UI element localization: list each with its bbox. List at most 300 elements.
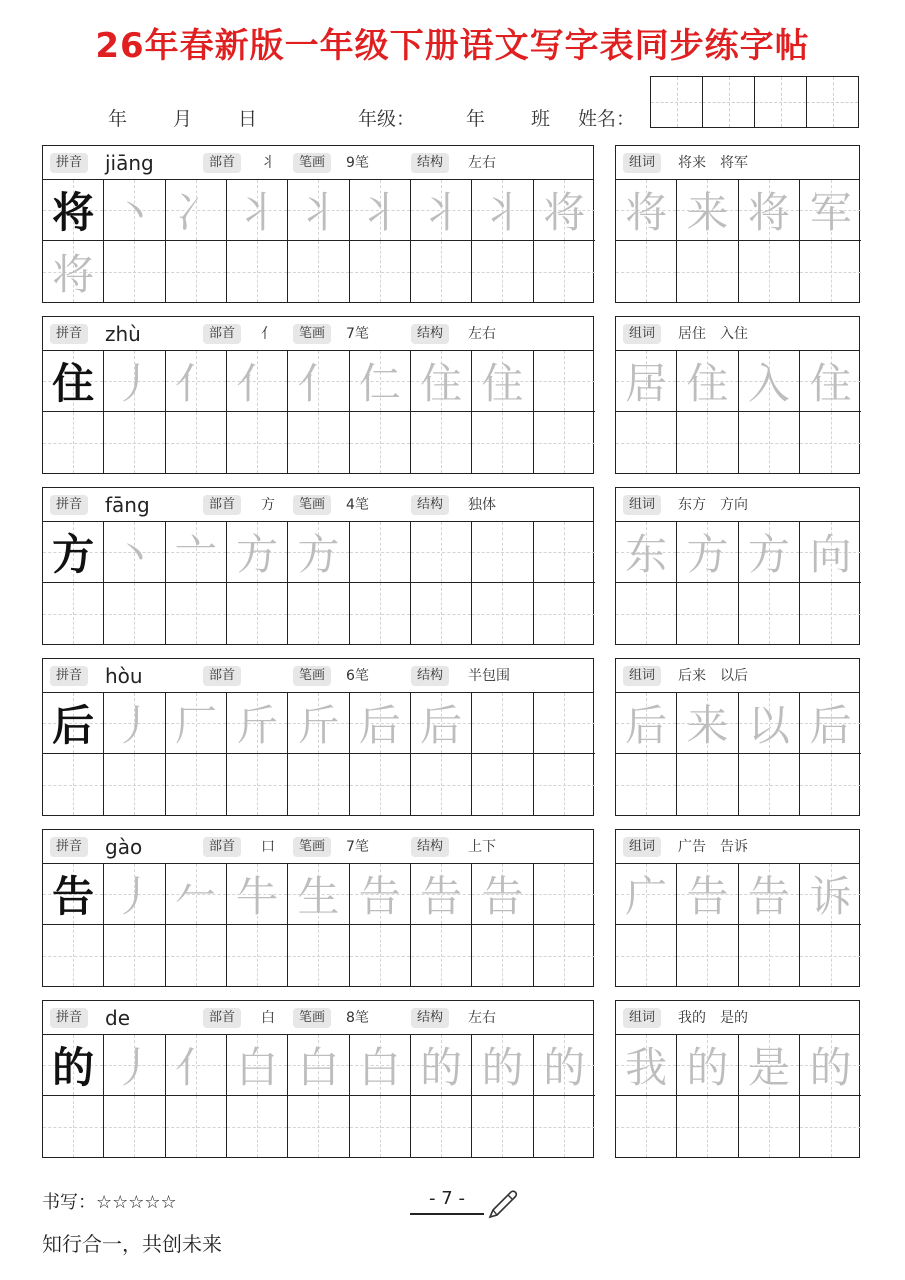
pinyin-label: 拼音: [50, 324, 88, 344]
pinyin-value: zhù: [105, 322, 141, 346]
writing-cell[interactable]: [534, 351, 595, 412]
word-cell[interactable]: [739, 864, 800, 925]
writing-cell[interactable]: [288, 241, 349, 302]
writing-cell[interactable]: [472, 754, 533, 815]
word-cell[interactable]: [739, 925, 800, 986]
writing-cell[interactable]: [350, 412, 411, 473]
writing-cell[interactable]: [411, 864, 472, 925]
writing-cell[interactable]: [472, 351, 533, 412]
writing-cell[interactable]: [166, 864, 227, 925]
stroke-order-character: 斤: [236, 701, 279, 750]
word-cell[interactable]: [677, 583, 738, 644]
word-cell[interactable]: [739, 522, 800, 583]
writing-cell[interactable]: [43, 522, 104, 583]
word-cell[interactable]: [800, 583, 861, 644]
name-box[interactable]: [651, 77, 702, 127]
radical-value: 白: [261, 1010, 275, 1026]
writing-cell[interactable]: [166, 1096, 227, 1157]
stroke-order-character: 亠: [174, 530, 217, 579]
word-cell[interactable]: [739, 241, 800, 302]
writing-cell[interactable]: [288, 1096, 349, 1157]
stroke-order-character: 丬: [297, 188, 340, 237]
structure-value: 左右: [468, 155, 496, 171]
page-title: 26年春新版一年级下册语文写字表同步练字帖: [95, 26, 810, 66]
writing-cell[interactable]: [43, 412, 104, 473]
word-block-4: [615, 829, 860, 987]
writing-cell[interactable]: [288, 1035, 349, 1096]
writing-cell[interactable]: [350, 241, 411, 302]
writing-cell[interactable]: [534, 925, 595, 986]
word-cell[interactable]: [739, 412, 800, 473]
writing-cell[interactable]: [166, 241, 227, 302]
words-value: 将来 将军: [678, 155, 748, 171]
radical-label: 部首: [203, 1008, 241, 1028]
stroke-order-character: 亻: [297, 359, 340, 408]
slogan: 知行合一，共创未来: [42, 1232, 222, 1256]
word-cell[interactable]: [616, 693, 677, 754]
word-cell[interactable]: [677, 351, 738, 412]
word-cell[interactable]: [677, 693, 738, 754]
writing-cell[interactable]: [227, 693, 288, 754]
word-header: [616, 1001, 859, 1035]
writing-cell[interactable]: [227, 925, 288, 986]
stroke-order-character: 丿: [113, 1043, 156, 1092]
radical-value: 丬: [261, 155, 275, 171]
writing-grid[interactable]: [43, 693, 593, 815]
writing-cell[interactable]: [104, 693, 165, 754]
word-cell[interactable]: [616, 241, 677, 302]
writing-cell[interactable]: [472, 693, 533, 754]
radical-label: 部首: [203, 153, 241, 173]
writing-cell[interactable]: [534, 693, 595, 754]
name-input-grid[interactable]: [650, 76, 859, 128]
stroke-order-character: 告: [481, 872, 524, 921]
pinyin-label: 拼音: [50, 837, 88, 857]
word-character: 广: [625, 872, 668, 921]
char-block-0: [42, 145, 594, 303]
writing-cell[interactable]: [472, 925, 533, 986]
writing-cell[interactable]: [104, 754, 165, 815]
writing-cell[interactable]: [288, 693, 349, 754]
writing-cell[interactable]: [288, 583, 349, 644]
char-block-5: [42, 1000, 594, 1158]
writing-cell[interactable]: [227, 1096, 288, 1157]
char-block-1: [42, 316, 594, 474]
word-cell[interactable]: [800, 412, 861, 473]
word-writing-grid[interactable]: [616, 864, 859, 986]
word-cell[interactable]: [800, 693, 861, 754]
structure-label: 结构: [411, 1008, 449, 1028]
writing-grid[interactable]: [43, 522, 593, 644]
writing-cell[interactable]: [411, 754, 472, 815]
word-cell[interactable]: [677, 522, 738, 583]
pen-icon: [484, 1186, 520, 1222]
structure-label: 结构: [411, 495, 449, 515]
pinyin-value: de: [105, 1006, 130, 1030]
radical-value: 口: [261, 839, 275, 855]
word-cell[interactable]: [800, 925, 861, 986]
writing-cell[interactable]: [534, 180, 595, 241]
word-header: [616, 659, 859, 693]
writing-cell[interactable]: [472, 522, 533, 583]
stroke-order-character: 丬: [358, 188, 401, 237]
writing-cell[interactable]: [104, 180, 165, 241]
word-character: 方: [747, 530, 790, 579]
writing-cell[interactable]: [43, 754, 104, 815]
writing-cell[interactable]: [534, 1096, 595, 1157]
strokes-label: 笔画: [293, 1008, 331, 1028]
writing-cell[interactable]: [411, 925, 472, 986]
writing-cell[interactable]: [166, 754, 227, 815]
words-value: 东方 方向: [678, 497, 748, 513]
word-character: 住: [809, 359, 852, 408]
word-cell[interactable]: [800, 241, 861, 302]
name-box[interactable]: [806, 77, 858, 127]
word-block-3: [615, 658, 860, 816]
writing-cell[interactable]: [227, 754, 288, 815]
radical-label: 部首: [203, 495, 241, 515]
word-character: 向: [809, 530, 852, 579]
writing-cell[interactable]: [104, 351, 165, 412]
stroke-order-character: 后: [420, 701, 463, 750]
writing-cell[interactable]: [43, 583, 104, 644]
strokes-value: 8笔: [346, 1010, 369, 1026]
writing-cell[interactable]: [43, 925, 104, 986]
stroke-order-character: 的: [543, 1043, 586, 1092]
word-cell[interactable]: [800, 864, 861, 925]
words-value: 后来 以后: [678, 668, 748, 684]
pinyin-label: 拼音: [50, 153, 88, 173]
writing-cell[interactable]: [350, 1035, 411, 1096]
stroke-order-character: 亻: [174, 359, 217, 408]
word-cell[interactable]: [677, 925, 738, 986]
strokes-value: 9笔: [346, 155, 369, 171]
strokes-value: 7笔: [346, 839, 369, 855]
writing-cell[interactable]: [534, 522, 595, 583]
strokes-value: 6笔: [346, 668, 369, 684]
writing-cell[interactable]: [472, 864, 533, 925]
writing-cell[interactable]: [534, 241, 595, 302]
writing-cell[interactable]: [104, 412, 165, 473]
word-cell[interactable]: [616, 1096, 677, 1157]
strokes-label: 笔画: [293, 324, 331, 344]
writing-cell[interactable]: [288, 412, 349, 473]
writing-cell[interactable]: [166, 925, 227, 986]
writing-cell[interactable]: [166, 522, 227, 583]
stroke-order-character: 丿: [113, 359, 156, 408]
structure-value: 左右: [468, 326, 496, 342]
writing-cell[interactable]: [411, 583, 472, 644]
writing-cell[interactable]: [472, 1035, 533, 1096]
words-label: 组词: [623, 153, 661, 173]
stroke-order-character: 丿: [113, 872, 156, 921]
stroke-order-character: 住: [481, 359, 524, 408]
word-cell[interactable]: [800, 180, 861, 241]
strokes-label: 笔画: [293, 153, 331, 173]
word-cell[interactable]: [739, 180, 800, 241]
char-info-header: [43, 146, 593, 180]
word-cell[interactable]: [677, 754, 738, 815]
stroke-order-character: 仁: [358, 359, 401, 408]
words-label: 组词: [623, 666, 661, 686]
stroke-order-character: 白: [358, 1043, 401, 1092]
writing-cell[interactable]: [104, 583, 165, 644]
writing-cell[interactable]: [43, 351, 104, 412]
radical-value: 亻: [261, 326, 275, 342]
word-cell[interactable]: [616, 925, 677, 986]
stroke-order-character: 丶: [113, 530, 156, 579]
word-character: 将: [747, 188, 790, 237]
stroke-order-character: 丬: [236, 188, 279, 237]
writing-cell[interactable]: [411, 693, 472, 754]
stroke-order-character: 告: [420, 872, 463, 921]
writing-cell[interactable]: [288, 351, 349, 412]
word-character: 方: [686, 530, 729, 579]
writing-cell[interactable]: [166, 1035, 227, 1096]
writing-cell[interactable]: [43, 241, 104, 302]
word-block-1: [615, 316, 860, 474]
writing-cell[interactable]: [472, 583, 533, 644]
writing-cell[interactable]: [472, 412, 533, 473]
word-character: 居: [625, 359, 668, 408]
writing-grid[interactable]: [43, 1035, 593, 1157]
writing-grid[interactable]: [43, 351, 593, 473]
stroke-order-character: 厂: [174, 701, 217, 750]
writing-cell[interactable]: [104, 241, 165, 302]
writing-cell[interactable]: [104, 1035, 165, 1096]
word-header: [616, 146, 859, 180]
writing-cell[interactable]: [43, 1035, 104, 1096]
word-cell[interactable]: [616, 412, 677, 473]
stroke-order-character: 白: [236, 1043, 279, 1092]
writing-cell[interactable]: [43, 864, 104, 925]
stroke-order-character: 丿: [113, 701, 156, 750]
writing-cell[interactable]: [288, 864, 349, 925]
words-value: 广告 告诉: [678, 839, 748, 855]
words-label: 组词: [623, 495, 661, 515]
pinyin-label: 拼音: [50, 495, 88, 515]
word-character: 后: [809, 701, 852, 750]
pinyin-value: fāng: [105, 493, 150, 517]
writing-cell[interactable]: [43, 180, 104, 241]
writing-cell[interactable]: [227, 583, 288, 644]
writing-cell[interactable]: [534, 754, 595, 815]
writing-cell[interactable]: [350, 864, 411, 925]
word-header: [616, 488, 859, 522]
writing-cell[interactable]: [350, 351, 411, 412]
word-cell[interactable]: [677, 1035, 738, 1096]
pinyin-value: jiāng: [105, 151, 154, 175]
radical-value: 方: [261, 497, 275, 513]
writing-cell[interactable]: [227, 412, 288, 473]
stroke-order-character: 生: [297, 872, 340, 921]
structure-label: 结构: [411, 666, 449, 686]
word-cell[interactable]: [739, 351, 800, 412]
stroke-order-character: 丬: [420, 188, 463, 237]
writing-cell[interactable]: [288, 754, 349, 815]
word-writing-grid[interactable]: [616, 522, 859, 644]
word-block-0: [615, 145, 860, 303]
writing-cell[interactable]: [227, 351, 288, 412]
words-label: 组词: [623, 1008, 661, 1028]
writing-cell[interactable]: [166, 693, 227, 754]
word-cell[interactable]: [677, 241, 738, 302]
writing-cell[interactable]: [472, 180, 533, 241]
word-cell[interactable]: [677, 1096, 738, 1157]
writing-cell[interactable]: [104, 864, 165, 925]
writing-cell[interactable]: [411, 412, 472, 473]
writing-cell[interactable]: [104, 522, 165, 583]
main-character: 后: [52, 701, 95, 750]
stroke-order-character: 丶: [113, 188, 156, 237]
word-character: 以: [747, 701, 790, 750]
writing-cell[interactable]: [411, 1096, 472, 1157]
stroke-order-character: 斤: [297, 701, 340, 750]
class-label: 班: [531, 108, 551, 130]
writing-cell[interactable]: [43, 693, 104, 754]
radical-label: 部首: [203, 837, 241, 857]
stroke-order-character: 的: [481, 1043, 524, 1092]
structure-label: 结构: [411, 324, 449, 344]
word-character: 来: [686, 188, 729, 237]
stroke-order-character: 告: [358, 872, 401, 921]
writing-cell[interactable]: [288, 522, 349, 583]
writing-cell[interactable]: [288, 180, 349, 241]
word-cell[interactable]: [677, 412, 738, 473]
writing-cell[interactable]: [350, 925, 411, 986]
writing-cell[interactable]: [43, 1096, 104, 1157]
writing-cell[interactable]: [288, 925, 349, 986]
word-cell[interactable]: [616, 351, 677, 412]
word-cell[interactable]: [739, 583, 800, 644]
strokes-label: 笔画: [293, 837, 331, 857]
writing-cell[interactable]: [411, 351, 472, 412]
char-info-header: [43, 1001, 593, 1035]
word-character: 军: [809, 188, 852, 237]
writing-cell[interactable]: [411, 1035, 472, 1096]
char-info-header: [43, 488, 593, 522]
char-block-3: [42, 658, 594, 816]
word-cell[interactable]: [616, 754, 677, 815]
pinyin-label: 拼音: [50, 666, 88, 686]
writing-cell[interactable]: [350, 583, 411, 644]
writing-cell[interactable]: [227, 241, 288, 302]
writing-cell[interactable]: [104, 1096, 165, 1157]
stroke-order-character: 将: [543, 188, 586, 237]
word-character: 入: [747, 359, 790, 408]
word-cell[interactable]: [800, 754, 861, 815]
word-cell[interactable]: [739, 1096, 800, 1157]
writing-grid[interactable]: [43, 180, 593, 302]
char-info-header: [43, 830, 593, 864]
writing-cell[interactable]: [350, 754, 411, 815]
word-cell[interactable]: [739, 693, 800, 754]
writing-cell[interactable]: [104, 925, 165, 986]
word-cell[interactable]: [800, 351, 861, 412]
word-character: 的: [809, 1043, 852, 1092]
char-info-header: [43, 659, 593, 693]
strokes-value: 4笔: [346, 497, 369, 513]
day-label: 日: [238, 108, 258, 130]
word-cell[interactable]: [677, 180, 738, 241]
writing-cell[interactable]: [166, 412, 227, 473]
writing-cell[interactable]: [350, 693, 411, 754]
writing-cell[interactable]: [227, 864, 288, 925]
writing-cell[interactable]: [472, 1096, 533, 1157]
writing-cell[interactable]: [534, 1035, 595, 1096]
grade-label: 年级：: [358, 108, 416, 130]
writing-cell[interactable]: [350, 180, 411, 241]
stroke-order-character: 后: [358, 701, 401, 750]
word-cell[interactable]: [800, 1096, 861, 1157]
pinyin-value: hòu: [105, 664, 143, 688]
word-character: 我: [625, 1043, 668, 1092]
word-character: 后: [625, 701, 668, 750]
writing-cell[interactable]: [350, 1096, 411, 1157]
writing-cell[interactable]: [227, 522, 288, 583]
words-value: 居住 入住: [678, 326, 748, 342]
word-cell[interactable]: [739, 1035, 800, 1096]
writing-cell[interactable]: [227, 1035, 288, 1096]
stroke-order-character: 亻: [174, 1043, 217, 1092]
grade-year-label: 年: [466, 108, 486, 130]
writing-cell[interactable]: [411, 522, 472, 583]
word-cell[interactable]: [616, 180, 677, 241]
stroke-order-character: 牛: [236, 872, 279, 921]
structure-value: 上下: [468, 839, 496, 855]
writing-cell[interactable]: [472, 241, 533, 302]
writing-cell[interactable]: [166, 351, 227, 412]
word-cell[interactable]: [739, 754, 800, 815]
writing-cell[interactable]: [534, 864, 595, 925]
word-writing-grid[interactable]: [616, 180, 859, 302]
writing-cell[interactable]: [166, 180, 227, 241]
writing-cell[interactable]: [411, 241, 472, 302]
writing-cell[interactable]: [227, 180, 288, 241]
writing-cell[interactable]: [166, 583, 227, 644]
word-writing-grid[interactable]: [616, 693, 859, 815]
structure-value: 半包围: [468, 668, 510, 684]
word-cell[interactable]: [616, 864, 677, 925]
word-writing-grid[interactable]: [616, 1035, 859, 1157]
writing-grid[interactable]: [43, 864, 593, 986]
structure-value: 左右: [468, 1010, 496, 1026]
writing-cell[interactable]: [350, 522, 411, 583]
name-box[interactable]: [754, 77, 806, 127]
main-character: 住: [52, 359, 95, 408]
word-cell[interactable]: [616, 522, 677, 583]
writing-cell[interactable]: [534, 412, 595, 473]
name-box[interactable]: [702, 77, 754, 127]
word-writing-grid[interactable]: [616, 351, 859, 473]
word-cell[interactable]: [800, 1035, 861, 1096]
word-cell[interactable]: [677, 864, 738, 925]
word-block-5: [615, 1000, 860, 1158]
word-cell[interactable]: [800, 522, 861, 583]
stroke-order-character: 的: [420, 1043, 463, 1092]
stroke-order-character: 方: [236, 530, 279, 579]
stroke-order-character: 亻: [236, 359, 279, 408]
word-character: 的: [686, 1043, 729, 1092]
trace-character: 将: [52, 249, 95, 299]
name-label: 姓名：: [578, 108, 636, 130]
writing-cell[interactable]: [411, 180, 472, 241]
word-cell[interactable]: [616, 1035, 677, 1096]
main-character: 将: [52, 188, 95, 237]
word-character: 将: [625, 188, 668, 237]
word-cell[interactable]: [616, 583, 677, 644]
writing-cell[interactable]: [534, 583, 595, 644]
